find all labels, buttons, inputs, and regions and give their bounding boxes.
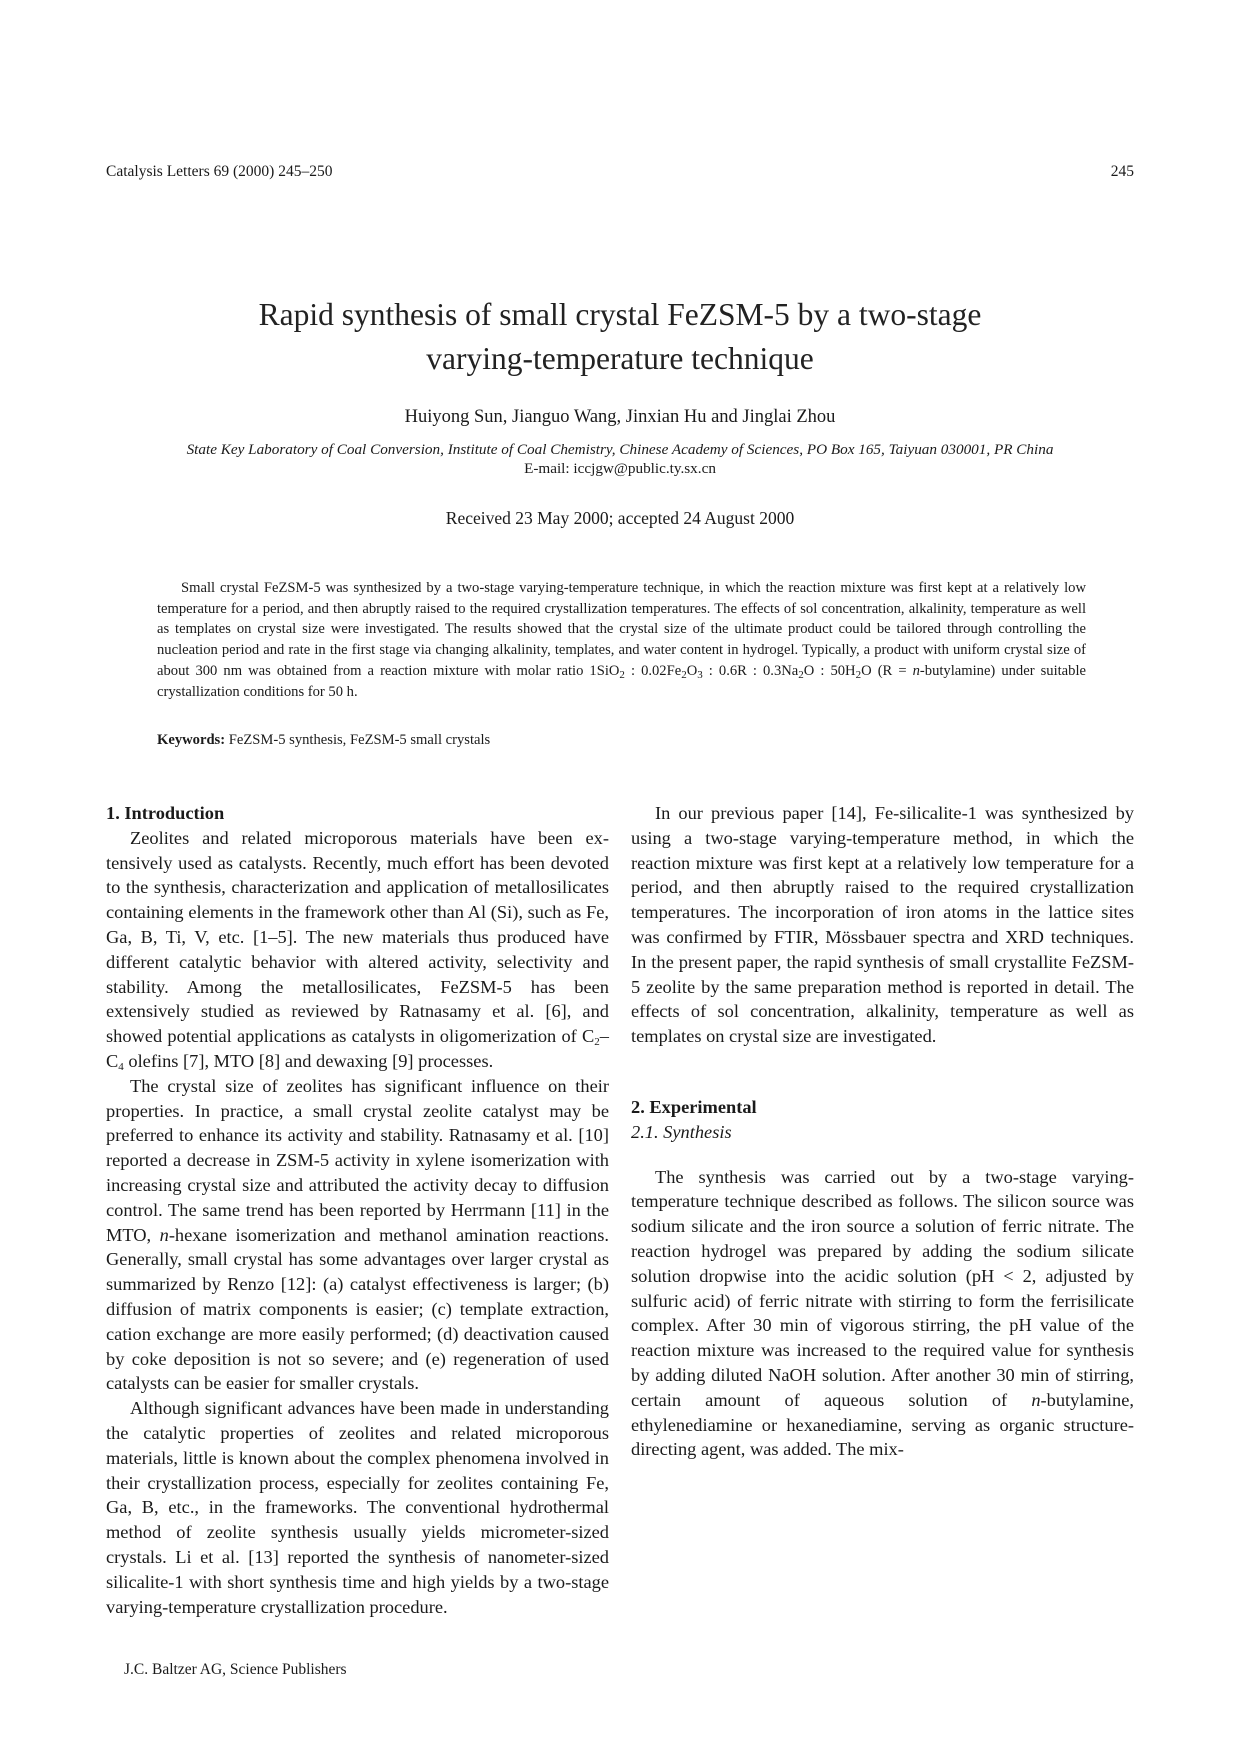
publisher-footer: J.C. Baltzer AG, Science Publishers	[124, 1661, 347, 1678]
authors: Huiyong Sun, Jianguo Wang, Jinxian Hu and Jinglai Zhou	[404, 407, 836, 427]
section-heading-experimental: 2. Experimental	[631, 1096, 757, 1117]
title-line-2: varying-temperature technique	[426, 341, 814, 376]
intro-paragraph-2: The crystal size of zeolites has significant influence on their properties. In practice, a small crystal zeolite catalyst may be preferred to enhance its activity and stability. Ratnasamy et al. [10] reported a decrease in ZSM-5 activity in xylene isomerization with increasing crystal size and attributed the activity decay to diffusion control. The same trend has been reported by Herrmann [11] in the MTO, n-hexane isomerization and methanol amination reactions. Generally, small crystal has some advantages over larger crystal as summarized by Renzo [12]: (a) catalyst effectiveness is larger; (b) diffusion of matrix components is easier; (c) template extraction, cation exchange are more easily performed; (d) deactivation caused by coke deposition is not so severe; and (e) regeneration of used catalysts can be easier for smaller crystals.	[106, 1075, 609, 1394]
running-head	[106, 163, 1134, 181]
intro-paragraph-3: Although significant advances have been made in understanding the catalytic properties of zeolites and related microporous materials, little is known about the complex phenomena involved in their crystallization process, especially for zeolites containing Fe, Ga, B, etc., in the frameworks. The conventional hydrothermal method of zeolite synthesis usually yields micrometer-sized crystals. Li et al. [13] reported the synthesis of nanometer-sized silicalite-1 with short synthesis time and high yields by a two-stage varying-temperature crystallization procedure.	[106, 1398, 609, 1617]
email: E-mail: iccjgw@public.ty.sx.cn	[524, 460, 716, 477]
keywords-label: Keywords:	[157, 732, 226, 748]
subsection-heading-synthesis: 2.1. Synthesis	[631, 1121, 732, 1142]
title-line-1: Rapid synthesis of small crystal FeZSM-5 by a two-stage	[258, 297, 982, 332]
affiliation: State Key Laboratory of Coal Conversion, Institute of Coal Chemistry, Chinese Academy of Sciences, PO Box 165, Taiyuan 030001, PR China	[186, 441, 1054, 458]
abstract-text: Small crystal FeZSM-5 was synthesized by a two-stage varying-temperature technique, in which the reaction mixture was first kept at a relatively low temperature for a period, and then abruptly raised to the required crystallization temperatures. The effects of sol concentration, alkalinity, temperature as well as templates on crystal size were investigated. The results showed that the crystal size of the ultimate product could be tailored through controlling the nucleation period and rate in the first stage via changing alkalinity, templates, and water content in hydrogel. Typically, a product with uniform crystal size of about 300 nm was obtained from a reaction mixture with molar ratio 1SiO$_2$ : $0.02Fe_2O_3$ : 0.6R : $0.3Na_2O$ : $50H_2O$ (R = n-butylamine) under suitable crystallization conditions for 50 h.	[157, 580, 1086, 700]
keywords-text: FeZSM-5 synthesis, FeZSM-5 small crystals	[225, 732, 491, 748]
abstract	[157, 578, 1086, 702]
right-column	[631, 801, 1134, 1462]
synthesis-paragraph-1: The synthesis was carried out by a two-stage varying-temperature technique described as follows. The silicon source was sodium silicate and the iron source a solution of ferric nitrate. The reaction hydrogel was prepared by adding the sodium silicate solution dropwise into the acidic solution (pH < 2, adjusted by sulfuric acid) of ferric nitrate with stirring to form the ferrisilicate complex. After 30 min of vigorous stirring, the pH value of the reaction mixture was increased to the required value for synthesis by adding diluted NaOH solution. After another 30 min of stirring, certain amount of aqueous solution of n-butylamine, ethylenediamine or hexanediamine, serving as organic structure-directing agent, was added. The mix-	[631, 1166, 1134, 1460]
page-number: 245	[1110, 163, 1134, 180]
section-heading-introduction: 1. Introduction	[106, 803, 225, 823]
paper-title	[100, 293, 1140, 381]
intro-paragraph-1: Zeolites and related microporous materials have been extensively used as catalysts. Recently, much effort has been devoted to the synthesis, characterization and application of metallosilicates containing elements in the framework other than Al (Si), such as Fe, Ga, B, Ti, V, etc. [1–5]. The new materials thus produced have different catalytic behavior with altered activity, selectivity and stability. Among the metallosilicates, FeZSM-5 has been extensively studied as reviewed by Ratnasamy et al. [6], and showed potential applications as catalysts in oligomerization of $C_2-C_4$ olefins [7], MTO [8] and dewaxing [9] processes.	[106, 827, 609, 1073]
keywords	[157, 732, 1086, 749]
intro-paragraph-4: In our previous paper [14], Fe-silicalite-1 was synthesized by using a two-stage varying-temperature method, in which the reaction mixture was first kept at a relatively low temperature for a period, and then abruptly raised to the required crystallization temperatures. The incorporation of iron atoms in the lattice sites was confirmed by FTIR, Mössbauer spectra and XRD techniques. In the present paper, the rapid synthesis of small crystallite FeZSM-5 zeolite by the same preparation method is reported in detail. The effects of sol concentration, alkalinity, temperature as well as templates on crystal size are investigated.	[631, 803, 1134, 1047]
received-dates: Received 23 May 2000; accepted 24 August 2000	[445, 508, 795, 528]
journal-citation: Catalysis Letters 69 (2000) 245–250	[106, 163, 333, 180]
left-column	[106, 801, 609, 1619]
